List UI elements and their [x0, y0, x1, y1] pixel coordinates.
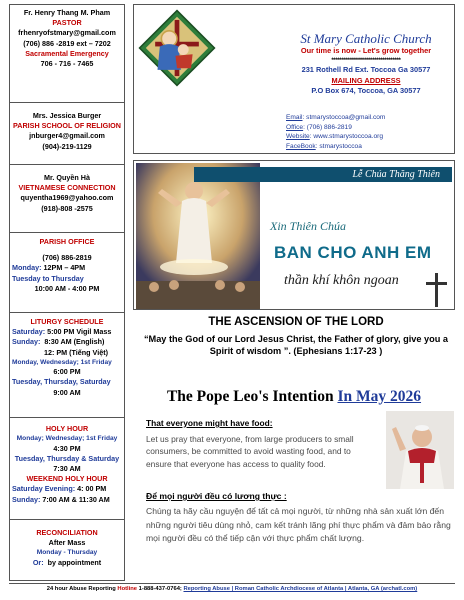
- office-block: [10, 233, 124, 313]
- liturgy-title: LITURGY SCHEDULE: [30, 317, 104, 326]
- pope-english-title: That everyone might have food:: [146, 418, 273, 428]
- church-logo-icon: [138, 9, 216, 87]
- holyhour-block: [10, 418, 124, 520]
- footer-prefix: 24 hour Abuse Reporting: [46, 586, 116, 592]
- office-hours2-label: Tuesday to Thursday: [12, 273, 84, 283]
- office-label: Office: [286, 123, 304, 131]
- emergency-label: Sacramental Emergency: [25, 48, 109, 58]
- vietnamese-block: [10, 165, 124, 233]
- holyhour-tts: 7:30 AM: [53, 464, 81, 474]
- liturgy-sun1: 8:30 AM (English): [44, 337, 105, 347]
- ascension-section: [135, 316, 457, 358]
- holyhour-sat-label: Saturday Evening:: [12, 484, 76, 494]
- pastor-phone: (706) 886 -2819 ext – 7202: [23, 38, 111, 48]
- header-info: [276, 46, 456, 97]
- ascension-quote: “May the God of our Lord Jesus Christ, the Father of glory, give you a Spirit of wisdom ”. (Ephesians 1:17-23 ): [143, 334, 449, 357]
- liturgy-mwf: 6:00 PM: [53, 367, 81, 377]
- emergency-phone: 706 - 716 - 7465: [40, 59, 94, 69]
- reconciliation-line3: by appointment: [47, 557, 102, 567]
- pastor-email[interactable]: frhenryofstmary@gmail.com: [18, 28, 116, 38]
- vietnamese-name: Mr. Quyền Hà: [44, 173, 90, 182]
- footer: [9, 583, 455, 592]
- vietnamese-phone: (918)-808 -2575: [41, 203, 93, 213]
- pope-english-text: Let us pray that everyone, from large producers to small consumers, be committed to avoid wasting food, and to ensure that everyone has access to quality food.: [146, 433, 354, 469]
- holyhour-tts-label: Tuesday, Thursday & Saturday: [14, 453, 120, 463]
- office-hours1: 12PM – 4PM: [43, 263, 86, 273]
- pope-vietnamese-title: Để mọi người đều có lương thực :: [146, 491, 287, 501]
- liturgy-mwf-label: Monday, Wednesday; 1st Friday: [12, 358, 112, 366]
- holyhour-sun-label: Sunday:: [12, 494, 41, 504]
- office-phone-header: : (706) 886-2819: [303, 123, 352, 131]
- office-phone: (706) 886-2819: [42, 253, 92, 263]
- mailing-address-label: MAILING ADDRESS: [331, 75, 401, 85]
- pastor-name: Fr. Henry Thang M. Pham: [23, 8, 111, 17]
- street-address: 231 Rothell Rd Ext. Toccoa Ga 30577: [301, 65, 431, 75]
- ascension-title: THE ASCENSION OF THE LORD: [208, 316, 384, 328]
- holyhour-mwf: 4:30 PM: [53, 443, 81, 453]
- ascension-image-icon: [136, 163, 260, 309]
- email-link[interactable]: : stmarystoccoa@gmail.com: [302, 114, 386, 121]
- holyhour-mwf-label: Monday; Wednesday; 1st Friday: [16, 435, 118, 443]
- cross-icon: [424, 273, 450, 307]
- po-box: P.O Box 674, Toccoa, GA 30577: [311, 86, 421, 96]
- ascension-banner: [133, 160, 455, 310]
- pope-english: [146, 417, 376, 470]
- facebook-label: FaceBook: [286, 142, 316, 150]
- pastor-block: [10, 5, 124, 103]
- website-label: Website: [286, 133, 310, 141]
- liturgy-tts-label: Tuesday, Thursday, Saturday: [12, 377, 111, 387]
- sidebar: [9, 4, 125, 581]
- liturgy-sat-label: Saturday:: [12, 327, 46, 337]
- facebook-link[interactable]: : stmarystoccoa: [315, 142, 362, 150]
- liturgy-sun-label: Sunday:: [12, 337, 41, 347]
- banner-title: Lễ Chúa Thăng Thiên: [194, 167, 452, 182]
- vietnamese-title: VIETNAMESE CONNECTION: [18, 183, 116, 193]
- contact-info: [286, 113, 452, 151]
- office-hours2: 10:00 AM - 4:00 PM: [34, 283, 100, 293]
- holyhour-sat: 4: 00 PM: [77, 484, 107, 494]
- weekend-holyhour-title: WEEKEND HOLY HOUR: [26, 474, 108, 484]
- pastor-title: PASTOR: [52, 18, 82, 28]
- church-header: [133, 4, 455, 154]
- liturgy-block: [10, 313, 124, 418]
- pope-vietnamese-text: Chúng ta hãy cầu nguyện để tất cả mọi người, từ những nhà sản xuất lớn đến những người tiêu dùng nhỏ, cam kết tránh lãng phí thực phẩm và đảm bảo rằng mọi người đều có thể tiếp cận với thực phẩm chất lượng.: [146, 506, 451, 543]
- reconciliation-title: RECONCILIATION: [36, 528, 98, 537]
- banner-line1: Xin Thiên Chúa: [270, 219, 347, 233]
- email-label: Email: [286, 114, 303, 121]
- religion-name: Mrs. Jessica Burger: [32, 111, 102, 120]
- vietnamese-email[interactable]: quyentha1969@yahoo.com: [20, 193, 114, 203]
- pope-month-link[interactable]: In May 2026: [337, 388, 422, 405]
- pope-intention-heading: [135, 388, 453, 406]
- religion-phone: (904)-219-1129: [42, 141, 92, 151]
- footer-number: 1-888-437-0764;: [138, 586, 182, 592]
- pope-vietnamese: [146, 490, 452, 545]
- religion-email[interactable]: jnburger4@gmail.com: [29, 131, 105, 141]
- office-hours1-label: Monday:: [12, 263, 42, 273]
- pope-heading-text: The Pope Leo's Intention: [166, 388, 334, 405]
- reconciliation-line1: After Mass: [48, 538, 86, 548]
- footer-link[interactable]: Reporting Abuse | Roman Catholic Archdiocese of Atlanta | Atlanta, GA (archatl.com): [183, 586, 418, 592]
- reconciliation-line2: Monday - Thursday: [36, 549, 98, 557]
- holyhour-title: HOLY HOUR: [45, 424, 89, 433]
- banner-line2: BAN CHO ANH EM: [274, 243, 432, 262]
- reconciliation-or-label: Or:: [32, 557, 44, 567]
- liturgy-sun2: 12: PM (Tiếng Việt): [43, 347, 109, 357]
- website-link[interactable]: : www.stmarystoccoa.org: [309, 133, 383, 141]
- stars-divider: **********************************: [331, 57, 401, 64]
- footer-hotline: Hotline: [117, 586, 138, 592]
- religion-title: PARISH SCHOOL OF RELIGION: [13, 121, 121, 131]
- liturgy-sat: 5:00 PM Vigil Mass: [47, 327, 112, 337]
- banner-line3: thần khí khôn ngoan: [284, 273, 399, 288]
- reconciliation-block: [10, 520, 124, 578]
- holyhour-sun: 7:00 AM & 11:30 AM: [42, 494, 110, 504]
- church-name: St Mary Catholic Church: [300, 31, 432, 46]
- pope-photo-icon: [386, 411, 454, 489]
- office-title: PARISH OFFICE: [39, 237, 95, 246]
- religion-block: [10, 103, 124, 165]
- liturgy-tts: 9:00 AM: [53, 387, 81, 397]
- tagline: Our time is now - Let's grow together: [300, 46, 432, 55]
